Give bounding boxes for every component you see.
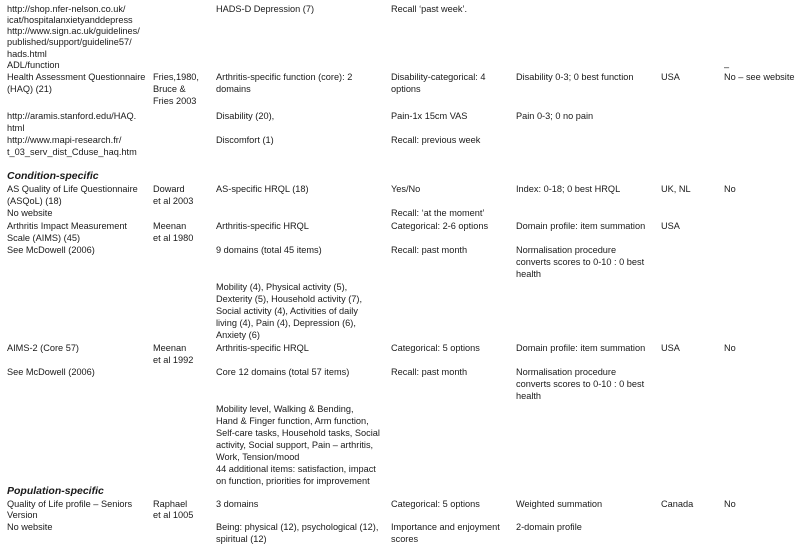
- aims-domain-list: living (4), Pain (4), Depression (6),: [216, 318, 356, 328]
- link-text: icat/hospitalanxietyanddepress: [7, 15, 133, 25]
- aims-norm: Normalisation procedure: [516, 245, 617, 255]
- qol-importance: scores: [391, 534, 419, 544]
- aims2-domain-list: on function, priorities for improvement: [216, 476, 370, 486]
- qol-author: et al 1005: [153, 510, 194, 520]
- asqol-name: AS Quality of Life Questionnaire: [7, 184, 138, 194]
- qol-website: No website: [7, 522, 53, 532]
- qol-being: spiritual (12): [216, 534, 267, 544]
- aims2-content: Arthritis-specific HRQL: [216, 343, 309, 353]
- haq-scoring-pain: Pain 0-3; 0 no pain: [516, 111, 594, 121]
- asqol-content: AS-specific HRQL (18): [216, 184, 309, 194]
- haq-availability: No – see website: [724, 72, 795, 82]
- aims2-norm: converts scores to 0-10 : 0 best: [516, 379, 645, 389]
- asqol-availability: No: [724, 184, 736, 194]
- haq-link: http://aramis.stanford.edu/HAQ.: [7, 111, 137, 121]
- qol-profile: 2-domain profile: [516, 522, 582, 532]
- aims-author: Meenan: [153, 221, 187, 231]
- aims2-country: USA: [661, 343, 680, 353]
- aims2-name: AIMS-2 (Core 57): [7, 343, 79, 353]
- aims2-availability: No: [724, 343, 736, 353]
- hads-d-content: HADS-D Depression (7): [216, 4, 315, 14]
- section-heading-population: Population-specific: [7, 485, 104, 497]
- aims-name: Arthritis Impact Measurement: [7, 221, 127, 231]
- haq-link: t_03_serv_dist_Cduse_haq.htm: [7, 147, 137, 157]
- aims-norm: converts scores to 0-10 : 0 best: [516, 257, 645, 267]
- aims2-scoring: Domain profile: item summation: [516, 343, 646, 353]
- asqol-format: Yes/No: [391, 184, 421, 194]
- aims2-domain-list: activity, Social support, Pain – arthritis,: [216, 440, 374, 450]
- haq-content: domains: [216, 84, 251, 94]
- aims-content: Arthritis-specific HRQL: [216, 221, 309, 231]
- hads-recall: Recall ‘past week’.: [391, 4, 468, 14]
- qol-being: Being: physical (12), psychological (12),: [216, 522, 379, 532]
- haq-author: Bruce &: [153, 84, 186, 94]
- asqol-author: et al 2003: [153, 196, 194, 206]
- aims-name: Scale (AIMS) (45): [7, 233, 81, 243]
- qol-name: Quality of Life profile – Seniors: [7, 499, 133, 509]
- aims2-see: See McDowell (2006): [7, 367, 95, 377]
- haq-name: (HAQ) (21): [7, 84, 52, 94]
- haq-dash: –: [724, 62, 730, 72]
- asqol-recall: Recall: ‘at the moment’: [391, 208, 485, 218]
- link-text: published/support/guideline57/: [7, 37, 132, 47]
- aims2-domain-list: Work, Tension/mood: [216, 452, 300, 462]
- aims2-norm: Normalisation procedure: [516, 367, 617, 377]
- haq-recall: Recall: previous week: [391, 135, 481, 145]
- qol-content: 3 domains: [216, 499, 259, 509]
- aims-domain-list: Anxiety (6): [216, 330, 260, 340]
- aims-format: Categorical: 2-6 options: [391, 221, 489, 231]
- asqol-country: UK, NL: [661, 184, 691, 194]
- haq-link: http://www.mapi-research.fr/: [7, 135, 122, 145]
- aims-see: See McDowell (2006): [7, 245, 95, 255]
- haq-format-pain: Pain-1x 15cm VAS: [391, 111, 468, 121]
- aims-norm: health: [516, 269, 542, 279]
- qol-name: Version: [7, 510, 38, 520]
- asqol-author: Doward: [153, 184, 185, 194]
- aims2-author: Meenan: [153, 343, 187, 353]
- qol-scoring: Weighted summation: [516, 499, 603, 509]
- asqol-scoring: Index: 0-18; 0 best HRQL: [516, 184, 621, 194]
- aims2-domain-list: Self-care tasks, Household tasks, Social: [216, 428, 380, 438]
- haq-scoring: Disability 0-3; 0 best function: [516, 72, 634, 82]
- qol-availability: No: [724, 499, 736, 509]
- link-text: hads.html: [7, 49, 47, 59]
- aims2-domains: Core 12 domains (total 57 items): [216, 367, 350, 377]
- haq-format: Disability-categorical: 4: [391, 72, 486, 82]
- aims2-format: Categorical: 5 options: [391, 343, 480, 353]
- qol-format: Categorical: 5 options: [391, 499, 480, 509]
- aims-author: et al 1980: [153, 233, 194, 243]
- haq-content: Arthritis-specific function (core): 2: [216, 72, 353, 82]
- qol-importance: Importance and enjoyment: [391, 522, 500, 532]
- aims-domains: 9 domains (total 45 items): [216, 245, 322, 255]
- aims2-recall: Recall: past month: [391, 367, 468, 377]
- aims-domain-list: Social activity (4), Activities of daily: [216, 306, 358, 316]
- aims-country: USA: [661, 221, 680, 231]
- haq-content-disability: Disability (20),: [216, 111, 275, 121]
- haq-author: Fries 2003: [153, 96, 197, 106]
- aims-domain-list: Dexterity (5), Household activity (7),: [216, 294, 363, 304]
- link-text: http://shop.nfer-nelson.co.uk/: [7, 4, 126, 14]
- section-heading-condition: Condition-specific: [7, 170, 99, 182]
- qol-country: Canada: [661, 499, 694, 509]
- aims2-domain-list: 44 additional items: satisfaction, impact: [216, 464, 376, 474]
- haq-link: html: [7, 123, 25, 133]
- qol-author: Raphael: [153, 499, 188, 509]
- link-text: http://www.sign.ac.uk/guidelines/: [7, 26, 140, 36]
- adl-label: ADL/function: [7, 60, 60, 70]
- aims2-domain-list: Mobility level, Walking & Bending,: [216, 404, 354, 414]
- aims2-author: et al 1992: [153, 355, 194, 365]
- haq-country: USA: [661, 72, 680, 82]
- haq-name: Health Assessment Questionnaire: [7, 72, 146, 82]
- aims-domain-list: Mobility (4), Physical activity (5),: [216, 282, 348, 292]
- asqol-name: (ASQoL) (18): [7, 196, 62, 206]
- haq-content-discomfort: Discomfort (1): [216, 135, 274, 145]
- aims2-domain-list: Hand & Finger function, Arm function,: [216, 416, 369, 426]
- aims-scoring: Domain profile: item summation: [516, 221, 646, 231]
- haq-author: Fries,1980,: [153, 72, 199, 82]
- haq-format: options: [391, 84, 421, 94]
- aims2-norm: health: [516, 391, 542, 401]
- asqol-website: No website: [7, 208, 53, 218]
- aims-recall: Recall: past month: [391, 245, 468, 255]
